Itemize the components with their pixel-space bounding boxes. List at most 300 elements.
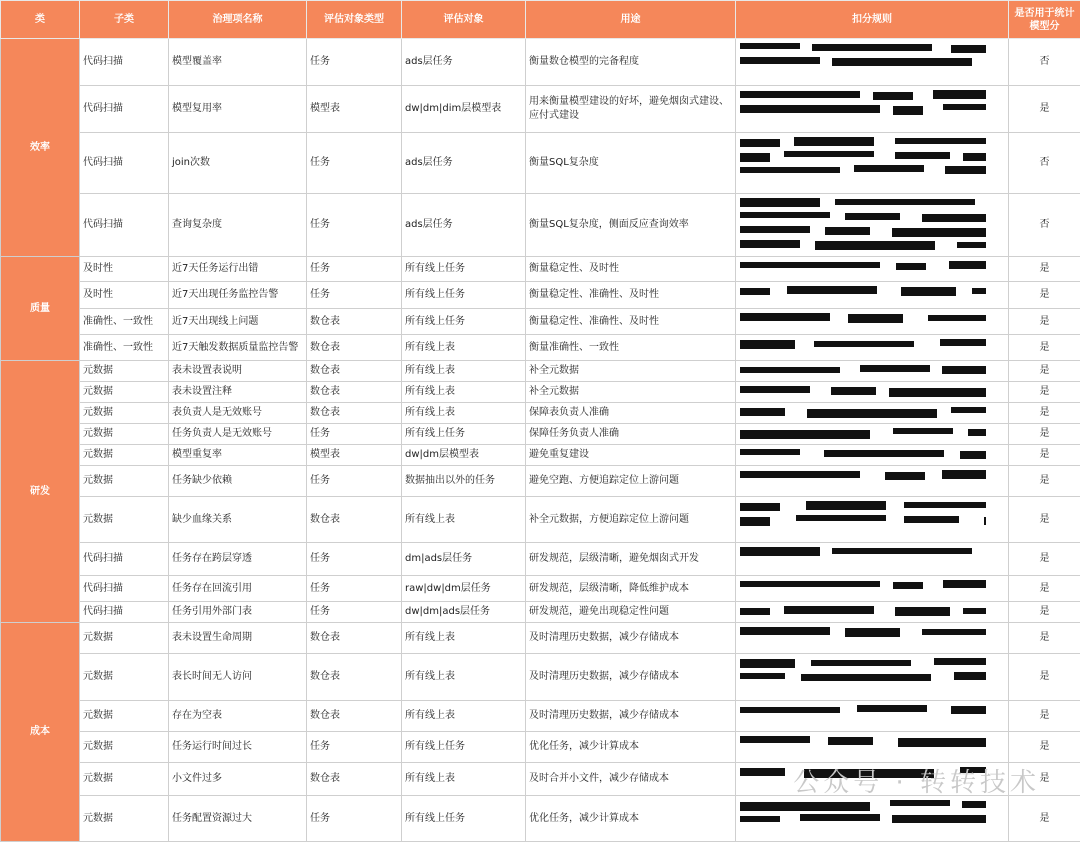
scoring-rule-cell xyxy=(736,623,1009,654)
subcategory-cell: 及时性 xyxy=(80,282,169,309)
object-type-cell: 数仓表 xyxy=(307,309,402,335)
redaction-block xyxy=(828,737,873,745)
table-row xyxy=(1,133,1080,194)
object-cell: 所有线上表 xyxy=(402,497,526,543)
table-row xyxy=(1,309,1080,335)
redaction-block xyxy=(943,104,986,110)
redaction-block xyxy=(740,768,785,776)
object-type-cell: 任务 xyxy=(307,257,402,282)
subcategory-cell: 元数据 xyxy=(80,701,169,732)
subcategory-cell: 代码扫描 xyxy=(80,576,169,602)
redaction-block xyxy=(740,736,810,743)
subcategory-cell: 代码扫描 xyxy=(80,543,169,576)
item-name-cell: 模型重复率 xyxy=(169,445,307,466)
used-in-score-cell: 是 xyxy=(1009,763,1080,796)
purpose-cell: 衡量稳定性、及时性 xyxy=(526,257,736,282)
used-in-score-cell: 是 xyxy=(1009,796,1080,842)
redaction-block xyxy=(740,673,785,679)
redaction-block xyxy=(949,261,986,269)
scoring-rule-cell xyxy=(736,86,1009,133)
subcategory-cell: 元数据 xyxy=(80,445,169,466)
object-cell: dm|ads层任务 xyxy=(402,543,526,576)
item-name-cell: 缺少血缘关系 xyxy=(169,497,307,543)
subcategory-cell: 代码扫描 xyxy=(80,194,169,257)
redaction-block xyxy=(832,548,972,554)
redaction-block xyxy=(896,263,926,270)
scoring-rule-cell xyxy=(736,732,1009,763)
subcategory-cell: 元数据 xyxy=(80,466,169,497)
redaction-block xyxy=(740,816,780,822)
purpose-cell: 补全元数据，方便追踪定位上游问题 xyxy=(526,497,736,543)
redaction-block xyxy=(807,409,937,418)
redaction-block xyxy=(740,91,860,98)
redaction-block xyxy=(740,198,820,207)
table-header xyxy=(1,1,1080,39)
used-in-score-cell: 是 xyxy=(1009,445,1080,466)
subcategory-cell: 元数据 xyxy=(80,424,169,445)
redaction-block xyxy=(740,627,830,635)
purpose-cell: 避免重复建设 xyxy=(526,445,736,466)
category-cell: 质量 xyxy=(1,257,80,361)
redaction-block xyxy=(811,660,911,666)
used-in-score-cell: 是 xyxy=(1009,424,1080,445)
redaction-block xyxy=(740,471,860,478)
subcategory-cell: 元数据 xyxy=(80,623,169,654)
redaction-block xyxy=(848,314,903,323)
redaction-block xyxy=(740,57,820,64)
used-in-score-cell: 是 xyxy=(1009,403,1080,424)
redaction-block xyxy=(904,516,959,523)
scoring-rule-cell xyxy=(736,257,1009,282)
item-name-cell: 表长时间无人访问 xyxy=(169,654,307,701)
subcategory-cell: 准确性、一致性 xyxy=(80,335,169,361)
table-row xyxy=(1,497,1080,543)
used-in-score-cell: 是 xyxy=(1009,86,1080,133)
redaction-block xyxy=(740,547,820,556)
purpose-cell: 及时清理历史数据，减少存储成本 xyxy=(526,701,736,732)
used-in-score-cell: 是 xyxy=(1009,257,1080,282)
table-row xyxy=(1,602,1080,623)
object-type-cell: 任务 xyxy=(307,543,402,576)
purpose-cell: 优化任务，减少计算成本 xyxy=(526,796,736,842)
item-name-cell: 任务缺少依赖 xyxy=(169,466,307,497)
redaction-block xyxy=(784,606,874,614)
redaction-block xyxy=(806,501,886,510)
redaction-block xyxy=(740,430,870,439)
header-category: 类 xyxy=(1,1,80,39)
scoring-rule-cell xyxy=(736,576,1009,602)
table-row xyxy=(1,257,1080,282)
item-name-cell: 表负责人是无效账号 xyxy=(169,403,307,424)
item-name-cell: 小文件过多 xyxy=(169,763,307,796)
redaction-block xyxy=(740,212,830,218)
table-row xyxy=(1,654,1080,701)
redaction-block xyxy=(885,472,925,480)
purpose-cell: 衡量稳定性、准确性、及时性 xyxy=(526,309,736,335)
object-cell: ads层任务 xyxy=(402,39,526,86)
category-cell: 效率 xyxy=(1,39,80,257)
object-cell: dw|dm层模型表 xyxy=(402,445,526,466)
redaction-block xyxy=(943,580,986,588)
object-type-cell: 任务 xyxy=(307,466,402,497)
object-type-cell: 任务 xyxy=(307,282,402,309)
redaction-block xyxy=(814,341,914,347)
table-row xyxy=(1,576,1080,602)
redaction-block xyxy=(740,105,880,113)
redaction-block xyxy=(942,470,986,479)
subcategory-cell: 元数据 xyxy=(80,382,169,403)
table-row xyxy=(1,86,1080,133)
item-name-cell: 存在为空表 xyxy=(169,701,307,732)
item-name-cell: 表未设置表说明 xyxy=(169,361,307,382)
redaction-block xyxy=(957,242,986,248)
table-row xyxy=(1,623,1080,654)
scoring-rule-cell xyxy=(736,361,1009,382)
used-in-score-cell: 是 xyxy=(1009,466,1080,497)
object-cell: 所有线上任务 xyxy=(402,309,526,335)
scoring-rule-cell xyxy=(736,796,1009,842)
redaction-block xyxy=(857,705,927,712)
table-row xyxy=(1,796,1080,842)
header-subcategory: 子类 xyxy=(80,1,169,39)
redaction-block xyxy=(824,450,944,457)
redaction-block xyxy=(740,659,795,668)
category-cell: 研发 xyxy=(1,361,80,623)
redaction-block xyxy=(954,672,986,680)
object-type-cell: 模型表 xyxy=(307,86,402,133)
scoring-rule-cell xyxy=(736,403,1009,424)
subcategory-cell: 元数据 xyxy=(80,763,169,796)
used-in-score-cell: 是 xyxy=(1009,335,1080,361)
object-type-cell: 数仓表 xyxy=(307,654,402,701)
redaction-block xyxy=(945,166,986,174)
item-name-cell: 任务引用外部门表 xyxy=(169,602,307,623)
table-row xyxy=(1,194,1080,257)
object-type-cell: 任务 xyxy=(307,602,402,623)
object-type-cell: 数仓表 xyxy=(307,763,402,796)
used-in-score-cell: 是 xyxy=(1009,497,1080,543)
used-in-score-cell: 是 xyxy=(1009,576,1080,602)
item-name-cell: 任务存在回流引用 xyxy=(169,576,307,602)
header-used-in-score: 是否用于统计模型分 xyxy=(1009,1,1080,39)
used-in-score-cell: 是 xyxy=(1009,602,1080,623)
subcategory-cell: 代码扫描 xyxy=(80,133,169,194)
object-cell: 所有线上表 xyxy=(402,654,526,701)
redaction-block xyxy=(831,387,876,395)
object-type-cell: 任务 xyxy=(307,39,402,86)
table-row xyxy=(1,335,1080,361)
header-scoring-rule: 扣分规则 xyxy=(736,1,1009,39)
subcategory-cell: 代码扫描 xyxy=(80,86,169,133)
redaction-block xyxy=(951,407,986,413)
object-cell: ads层任务 xyxy=(402,194,526,257)
table-row xyxy=(1,466,1080,497)
table-row xyxy=(1,282,1080,309)
object-cell: 所有线上表 xyxy=(402,382,526,403)
redaction-block xyxy=(812,44,932,51)
used-in-score-cell: 是 xyxy=(1009,623,1080,654)
object-type-cell: 数仓表 xyxy=(307,403,402,424)
used-in-score-cell: 否 xyxy=(1009,194,1080,257)
redaction-block xyxy=(898,738,986,747)
table-row xyxy=(1,403,1080,424)
purpose-cell: 衡量稳定性、准确性、及时性 xyxy=(526,282,736,309)
purpose-cell: 研发规范，层级清晰，避免烟囱式开发 xyxy=(526,543,736,576)
table-row xyxy=(1,39,1080,86)
redaction-block xyxy=(873,92,913,100)
subcategory-cell: 元数据 xyxy=(80,403,169,424)
item-name-cell: 任务运行时间过长 xyxy=(169,732,307,763)
object-type-cell: 数仓表 xyxy=(307,382,402,403)
redaction-block xyxy=(801,674,931,681)
redaction-block xyxy=(960,451,986,459)
redaction-block xyxy=(892,228,986,237)
redaction-block xyxy=(904,502,986,508)
item-name-cell: join次数 xyxy=(169,133,307,194)
object-cell: raw|dw|dm层任务 xyxy=(402,576,526,602)
redaction-block xyxy=(890,800,950,806)
scoring-rule-cell xyxy=(736,39,1009,86)
item-name-cell: 任务负责人是无效账号 xyxy=(169,424,307,445)
subcategory-cell: 元数据 xyxy=(80,361,169,382)
object-cell: 所有线上任务 xyxy=(402,424,526,445)
redaction-block xyxy=(893,106,923,115)
item-name-cell: 表未设置生命周期 xyxy=(169,623,307,654)
used-in-score-cell: 是 xyxy=(1009,382,1080,403)
table-row xyxy=(1,382,1080,403)
used-in-score-cell: 是 xyxy=(1009,654,1080,701)
object-type-cell: 任务 xyxy=(307,796,402,842)
object-cell: dw|dm|ads层任务 xyxy=(402,602,526,623)
redaction-block xyxy=(933,90,986,99)
subcategory-cell: 元数据 xyxy=(80,796,169,842)
table-body xyxy=(1,39,1080,842)
subcategory-cell: 元数据 xyxy=(80,654,169,701)
redaction-block xyxy=(740,153,770,162)
redaction-block xyxy=(740,503,780,511)
purpose-cell: 补全元数据 xyxy=(526,382,736,403)
scoring-rule-cell xyxy=(736,335,1009,361)
header-object: 评估对象 xyxy=(402,1,526,39)
scoring-rule-cell xyxy=(736,466,1009,497)
table-row xyxy=(1,361,1080,382)
object-type-cell: 任务 xyxy=(307,194,402,257)
header-purpose: 用途 xyxy=(526,1,736,39)
purpose-cell: 衡量SQL复杂度，侧面反应查询效率 xyxy=(526,194,736,257)
redaction-block xyxy=(951,706,986,714)
used-in-score-cell: 否 xyxy=(1009,39,1080,86)
subcategory-cell: 元数据 xyxy=(80,732,169,763)
item-name-cell: 近7天出现任务监控告警 xyxy=(169,282,307,309)
used-in-score-cell: 是 xyxy=(1009,732,1080,763)
used-in-score-cell: 是 xyxy=(1009,701,1080,732)
table-row xyxy=(1,445,1080,466)
redaction-block xyxy=(740,240,800,248)
purpose-cell: 保障表负责人准确 xyxy=(526,403,736,424)
redaction-block xyxy=(740,43,800,49)
object-cell: 所有线上表 xyxy=(402,403,526,424)
redaction-block xyxy=(963,608,986,614)
scoring-rule-cell xyxy=(736,424,1009,445)
item-name-cell: 查询复杂度 xyxy=(169,194,307,257)
purpose-cell: 及时清理历史数据，减少存储成本 xyxy=(526,654,736,701)
redaction-block xyxy=(794,137,874,146)
redaction-block xyxy=(893,428,953,434)
table-row xyxy=(1,701,1080,732)
redaction-block xyxy=(928,315,986,321)
redaction-block xyxy=(895,138,986,144)
subcategory-cell: 代码扫描 xyxy=(80,39,169,86)
redaction-block xyxy=(740,226,810,233)
redaction-block xyxy=(940,339,986,346)
scoring-rule-cell xyxy=(736,309,1009,335)
object-cell: 所有线上表 xyxy=(402,763,526,796)
used-in-score-cell: 是 xyxy=(1009,282,1080,309)
redaction-block xyxy=(889,388,986,397)
redaction-block xyxy=(740,802,870,811)
used-in-score-cell: 是 xyxy=(1009,361,1080,382)
purpose-cell: 及时合并小文件，减少存储成本 xyxy=(526,763,736,796)
redaction-block xyxy=(860,365,930,372)
redaction-block xyxy=(922,629,986,635)
redaction-block xyxy=(787,286,877,294)
redaction-block xyxy=(740,167,840,173)
redaction-block xyxy=(740,340,795,349)
object-type-cell: 任务 xyxy=(307,732,402,763)
watermark: 公众号 · 转转技术 xyxy=(793,762,1040,799)
redaction-block xyxy=(740,408,785,416)
object-type-cell: 模型表 xyxy=(307,445,402,466)
header-item-name: 治理项名称 xyxy=(169,1,307,39)
redaction-block xyxy=(984,517,986,525)
item-name-cell: 近7天任务运行出错 xyxy=(169,257,307,282)
header-object-type: 评估对象类型 xyxy=(307,1,402,39)
redaction-block xyxy=(951,45,986,53)
redaction-block xyxy=(740,707,840,713)
redaction-block xyxy=(835,199,975,205)
redaction-block xyxy=(740,288,770,295)
object-type-cell: 数仓表 xyxy=(307,623,402,654)
redaction-block xyxy=(796,515,886,521)
redaction-block xyxy=(972,288,986,294)
redaction-block xyxy=(740,581,880,587)
object-type-cell: 数仓表 xyxy=(307,497,402,543)
redaction-block xyxy=(740,517,770,526)
redaction-block xyxy=(740,313,830,321)
table-row xyxy=(1,732,1080,763)
scoring-rule-cell xyxy=(736,382,1009,403)
item-name-cell: 模型覆盖率 xyxy=(169,39,307,86)
object-type-cell: 任务 xyxy=(307,424,402,445)
subcategory-cell: 及时性 xyxy=(80,257,169,282)
object-type-cell: 任务 xyxy=(307,133,402,194)
subcategory-cell: 准确性、一致性 xyxy=(80,309,169,335)
object-cell: dw|dm|dim层模型表 xyxy=(402,86,526,133)
object-cell: 所有线上表 xyxy=(402,623,526,654)
item-name-cell: 表未设置注释 xyxy=(169,382,307,403)
redaction-block xyxy=(963,153,986,161)
redaction-block xyxy=(893,582,923,589)
object-cell: 所有线上表 xyxy=(402,335,526,361)
scoring-rule-cell xyxy=(736,602,1009,623)
scoring-rule-cell xyxy=(736,543,1009,576)
purpose-cell: 保障任务负责人准确 xyxy=(526,424,736,445)
redaction-block xyxy=(832,58,972,66)
purpose-cell: 避免空跑、方便追踪定位上游问题 xyxy=(526,466,736,497)
purpose-cell: 及时清理历史数据，减少存储成本 xyxy=(526,623,736,654)
object-type-cell: 数仓表 xyxy=(307,701,402,732)
purpose-cell: 衡量SQL复杂度 xyxy=(526,133,736,194)
object-cell: 所有线上表 xyxy=(402,361,526,382)
purpose-cell: 补全元数据 xyxy=(526,361,736,382)
scoring-rule-cell xyxy=(736,701,1009,732)
redaction-block xyxy=(962,801,986,808)
redaction-block xyxy=(922,214,986,222)
subcategory-cell: 元数据 xyxy=(80,497,169,543)
redaction-block xyxy=(784,151,874,157)
redaction-block xyxy=(968,429,986,436)
object-cell: 所有线上任务 xyxy=(402,257,526,282)
scoring-rule-cell xyxy=(736,194,1009,257)
object-type-cell: 数仓表 xyxy=(307,335,402,361)
table-row xyxy=(1,543,1080,576)
header-row xyxy=(1,1,1080,39)
purpose-cell: 优化任务，减少计算成本 xyxy=(526,732,736,763)
redaction-block xyxy=(740,262,880,268)
redaction-block xyxy=(740,367,840,373)
object-type-cell: 任务 xyxy=(307,576,402,602)
redaction-block xyxy=(892,815,986,823)
used-in-score-cell: 否 xyxy=(1009,133,1080,194)
used-in-score-cell: 是 xyxy=(1009,309,1080,335)
redaction-block xyxy=(845,628,900,637)
item-name-cell: 任务存在跨层穿透 xyxy=(169,543,307,576)
table-row xyxy=(1,424,1080,445)
redaction-block xyxy=(740,139,780,147)
item-name-cell: 近7天出现线上问题 xyxy=(169,309,307,335)
redaction-block xyxy=(800,814,880,821)
scoring-rule-cell xyxy=(736,282,1009,309)
purpose-cell: 用来衡量模型建设的好坏，避免烟囱式建设、应付式建设 xyxy=(526,86,736,133)
used-in-score-cell: 是 xyxy=(1009,543,1080,576)
redaction-block xyxy=(942,366,986,374)
subcategory-cell: 代码扫描 xyxy=(80,602,169,623)
purpose-cell: 研发规范，避免出现稳定性问题 xyxy=(526,602,736,623)
redaction-block xyxy=(845,213,900,220)
object-cell: 所有线上任务 xyxy=(402,796,526,842)
object-cell: ads层任务 xyxy=(402,133,526,194)
item-name-cell: 任务配置资源过大 xyxy=(169,796,307,842)
scoring-rule-cell xyxy=(736,654,1009,701)
object-type-cell: 数仓表 xyxy=(307,361,402,382)
item-name-cell: 近7天触发数据质量监控告警 xyxy=(169,335,307,361)
object-cell: 所有线上表 xyxy=(402,701,526,732)
redaction-block xyxy=(825,227,870,235)
purpose-cell: 衡量准确性、一致性 xyxy=(526,335,736,361)
scoring-rule-cell xyxy=(736,133,1009,194)
redaction-block xyxy=(740,386,810,393)
redaction-block xyxy=(901,287,956,296)
redaction-block xyxy=(854,165,924,172)
object-cell: 所有线上任务 xyxy=(402,282,526,309)
purpose-cell: 衡量数仓模型的完备程度 xyxy=(526,39,736,86)
redaction-block xyxy=(934,658,986,665)
scoring-rule-cell xyxy=(736,445,1009,466)
redaction-block xyxy=(740,449,800,455)
item-name-cell: 模型复用率 xyxy=(169,86,307,133)
object-cell: 所有线上任务 xyxy=(402,732,526,763)
object-cell: 数据抽出以外的任务 xyxy=(402,466,526,497)
